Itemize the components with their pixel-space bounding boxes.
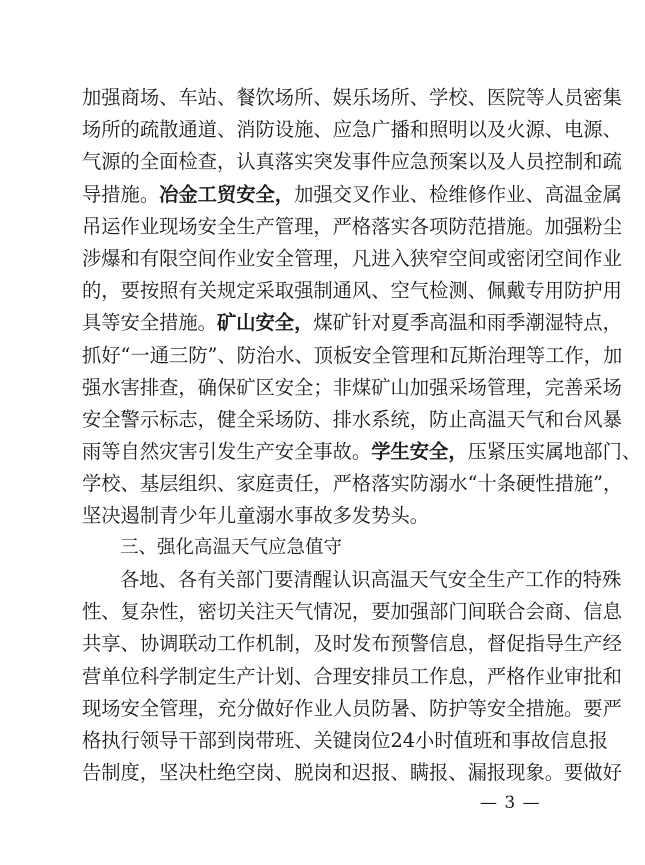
text-line (82, 307, 622, 339)
text-line: 加强商场、车站、餐饮场所、娱乐场所、学校、医院等人员密集 (82, 86, 622, 109)
text-line (82, 436, 642, 468)
subsection-title-mining: 矿山安全， (216, 311, 314, 335)
text-line: 共享、协调联动工作机制，及时发布预警信息，督促指导生产经 (82, 632, 622, 656)
text-segment: 加强交叉作业、检维修作业、高温金属 (294, 182, 622, 206)
text-line: 涉爆和有限空间作业安全管理，凡进入狭窄空间或密闭空间作业 (82, 246, 622, 270)
page-number: — 3 — (480, 793, 541, 813)
section-heading: 三、强化高温天气应急值守 (120, 537, 343, 558)
text-line: 气源的全面检查，认真落实突发事件应急预案以及人员控制和疏 (82, 150, 622, 174)
text-line: 性、复杂性，密切关注天气情况，要加强部门间联合会商、信息 (82, 600, 622, 624)
text-line: 坚决遏制青少年儿童溺水事故多发势头。 (82, 504, 430, 528)
paragraph-emergency-duty (82, 564, 622, 789)
subsection-title-students: 学生安全， (371, 440, 468, 464)
section-heading-block (82, 532, 570, 564)
subsection-title-metallurgy: 冶金工贸安全， (159, 182, 295, 206)
text-segment: 压紧压实属地部门、 (467, 440, 642, 464)
text-line: 吊运作业现场安全生产管理，严格落实各项防范措施。加强粉尘 (82, 214, 622, 238)
text-segment: 具等安全措施。 (82, 311, 217, 335)
text-line: 学校、基层组织、家庭责任，严格落实防溺水“十条硬性措施”， (82, 472, 623, 496)
text-line: 的，要按照有关规定采取强制通风、空气检测、佩戴专用防护用 (82, 279, 622, 303)
paragraph-safety-measures (82, 82, 642, 533)
text-segment: 导措施。 (82, 182, 160, 206)
text-line: 格执行领导干部到岗带班、关键岗位24小时值班和事故信息报 (82, 728, 608, 752)
text-line: 安全警示标志，健全采场防、排水系统，防止高温天气和台风暴 (82, 407, 622, 431)
text-line: 告制度，坚决杜绝空岗、脱岗和迟报、瞒报、漏报现象。要做好 (82, 761, 622, 785)
text-segment: 雨等自然灾害引发生产安全事故。 (82, 440, 372, 464)
text-line: 各地、各有关部门要清醒认识高温天气安全生产工作的特殊 (120, 568, 622, 591)
text-line: 场所的疏散通道、消防设施、应急广播和照明以及火源、电源、 (82, 118, 622, 142)
text-line: 抓好“一通三防”、防治水、顶板安全管理和瓦斯治理等工作，加 (82, 343, 623, 367)
text-line: 现场安全管理，充分做好作业人员防暑、防护等安全措施。要严 (82, 696, 622, 720)
text-line: 强水害排查，确保矿区安全；非煤矿山加强采场管理，完善采场 (82, 375, 622, 399)
text-line (82, 179, 622, 211)
text-line: 营单位科学制定生产计划、合理安排员工作息，严格作业审批和 (82, 664, 622, 688)
text-segment: 煤矿针对夏季高温和雨季潮湿特点， (313, 311, 622, 335)
